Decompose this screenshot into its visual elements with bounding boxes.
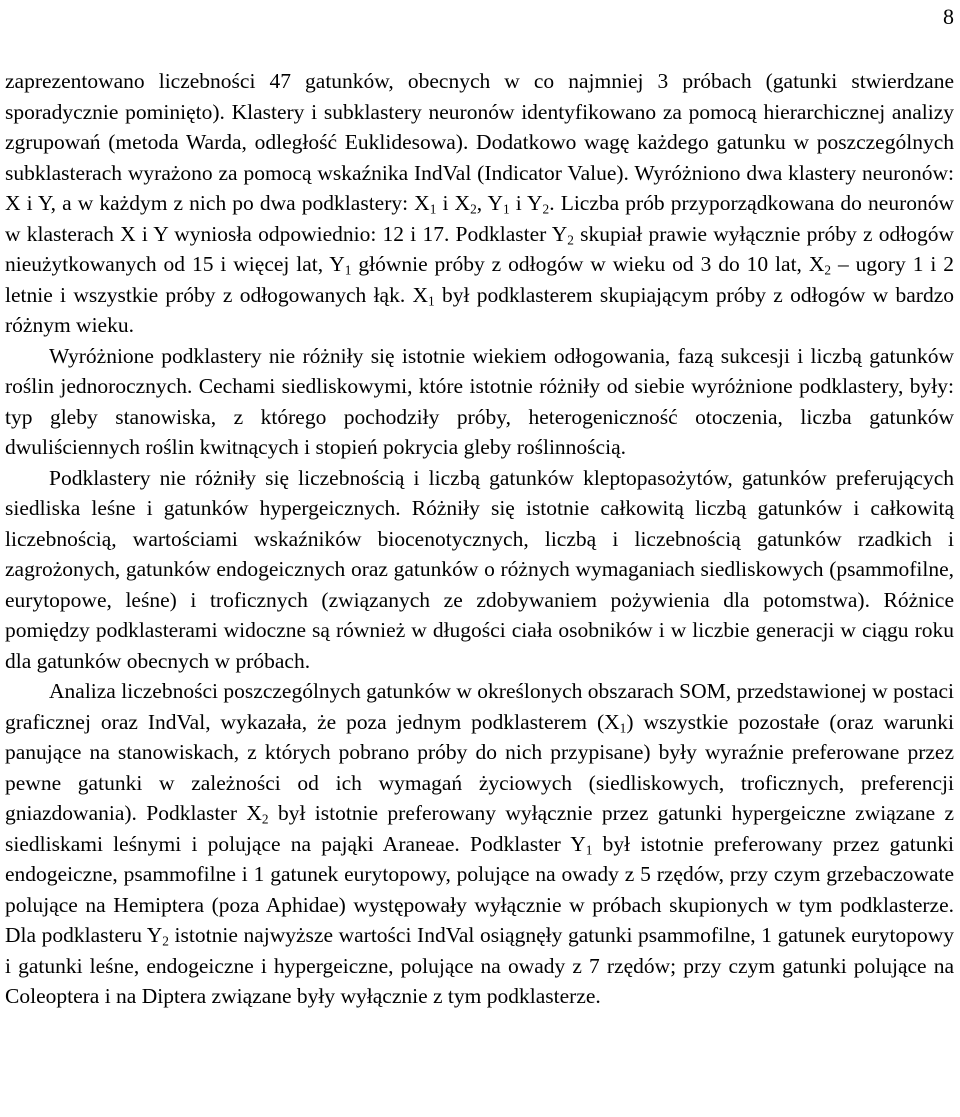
text-run: głównie próby z odłogów w wieku od 3 do 10 lat, X xyxy=(351,252,825,276)
paragraph xyxy=(5,463,954,677)
text-run: Podklastery nie różniły się liczebnością i liczbą gatunków kleptopasożytów, gatunków preferujących siedliska leśne i gatunków hypergeicznych. Różniły się istotnie całkowitą liczbą gatunków i całkowitą liczebnością, wartościami wskaźników biocenotycznych, liczbą i liczebnością gatunków rzadkich i zagrożonych, gatunków endogeicznych oraz gatunków o różnych wymaganiach siedliskowych (psammofilne, eurytopowe, leśne) i troficznych (związanych ze zdobywaniem pożywienia dla potomstwa). Różnice pomiędzy podklasterami widoczne są również w długości ciała osobników i w liczbie generacji w ciągu roku dla gatunków obecnych w próbach. xyxy=(5,465,954,673)
text-run: i X xyxy=(436,191,471,215)
text-run: był istotnie preferowany przez gatunki endogeiczne, psammofilne i 1 gatunek eurytopowy, polujące na owady z 5 rzędów, przy czym grzebaczowate polujące na Hemiptera (poza Aphidae) występowały wyłącznie w próbach skupionych w tym podklasterze. Dla podklasteru Y xyxy=(5,831,954,947)
subscript: 1 xyxy=(502,201,510,217)
text-run: – ugory 1 i 2 letnie i wszystkie próby z odłogowanych łąk. X xyxy=(5,252,954,307)
paragraph xyxy=(5,66,954,341)
subscript: 2 xyxy=(261,811,269,827)
paragraph xyxy=(5,341,954,463)
page-number: 8 xyxy=(943,4,954,29)
text-run: ) wszystkie pozostałe (oraz warunki panujące na stanowiskach, z których pobrano próby do nich przypisane) były wyraźnie preferowane przez pewne gatunki w zależności od ich wymagań życiowych (siedliskowych, troficznych, preferencji gniazdowania). Podklaster X xyxy=(5,709,954,825)
subscript: 2 xyxy=(162,933,169,949)
subscript: 2 xyxy=(824,262,832,278)
subscript: 1 xyxy=(344,262,352,278)
document-body xyxy=(5,66,954,1012)
subscript: 1 xyxy=(429,201,437,217)
text-run: był istotnie preferowany wyłącznie przez gatunki hypergeiczne związane z siedliskami leśnymi i polujące na pająki Araneae. Podklaster Y xyxy=(5,801,954,856)
text-run: . Liczba prób przyporządkowana do neuronów w klasterach X i Y wyniosła odpowiednio: 12 i 17. Podklaster Y xyxy=(5,191,955,246)
text-run: skupiał prawie wyłącznie próby z odłogów nieużytkowanych od 15 i więcej lat, Y xyxy=(5,221,954,276)
subscript: 1 xyxy=(428,292,435,308)
text-run: był podklasterem skupiającym próby z odłogów w bardzo różnym wieku. xyxy=(5,282,954,337)
subscript: 2 xyxy=(542,201,550,217)
subscript: 2 xyxy=(567,231,574,247)
text-run: Analiza liczebności poszczególnych gatunków w określonych obszarach SOM, przedstawionej w postaci graficznej oraz IndVal, wykazała, że poza jednym podklasterem (X xyxy=(5,679,954,734)
paragraph xyxy=(5,676,954,1012)
subscript: 1 xyxy=(585,841,593,857)
text-run: i Y xyxy=(509,191,543,215)
text-run: Wyróżnione podklastery nie różniły się istotnie wiekiem odłogowania, fazą sukcesji i liczbą gatunków roślin jednorocznych. Cechami siedliskowymi, które istotnie różniły od siebie wyróżnione podklastery, były: typ gleby stanowiska, z którego pochodziły próby, heterogeniczność otoczenia, liczba gatunków dwuliściennych roślin kwitnących i stopień pokrycia gleby roślinnością. xyxy=(5,343,954,459)
subscript: 2 xyxy=(470,201,477,217)
text-run: istotnie najwyższe wartości IndVal osiągnęły gatunki psammofilne, 1 gatunek eurytopowy i gatunki leśne, endogeiczne i hypergeiczne, polujące na owady z 7 rzędów; przy czym gatunki polujące na Coleoptera i na Diptera związane były wyłącznie z tym podklasterze. xyxy=(5,923,954,1008)
text-run: , Y xyxy=(476,191,503,215)
text-run: zaprezentowano liczebności 47 gatunków, obecnych w co najmniej 3 próbach (gatunki stwierdzane sporadycznie pominięto). Klastery i subklastery neuronów identyfikowano za pomocą hierarchicznej analizy zgrupowań (metoda Warda, odległość Euklidesowa). Dodatkowo wagę każdego gatunku w poszczególnych subklasterach wyrażono za pomocą wskaźnika IndVal (Indicator Value). Wyróżniono dwa klastery neuronów: X i Y, a w każdym z nich po dwa podklastery: X xyxy=(5,69,954,215)
subscript: 1 xyxy=(619,719,627,735)
